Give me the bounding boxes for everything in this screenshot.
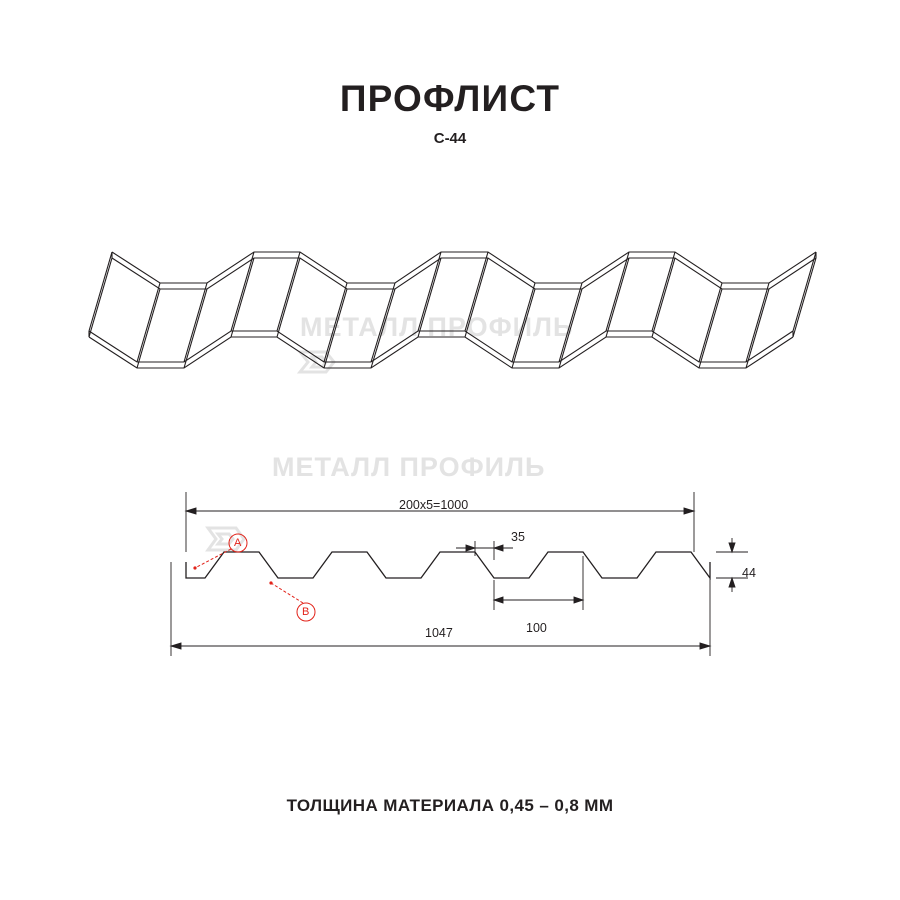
material-thickness-note: ТОЛЩИНА МАТЕРИАЛА 0,45 – 0,8 ММ	[286, 796, 614, 815]
dimension-label-pitch: 100	[526, 621, 547, 635]
cross-section-view	[186, 552, 710, 578]
callout-b-label: B	[302, 606, 310, 618]
dimension-label-total-width: 1047	[425, 626, 453, 640]
dimension-label-working-width: 200х5=1000	[399, 498, 469, 512]
dimension-label-crest: 35	[511, 530, 525, 544]
product-code: С-44	[433, 130, 467, 147]
page-title: ПРОФЛИСТ	[339, 78, 561, 119]
isometric-profile-view	[89, 252, 816, 368]
watermark-text-top: МЕТАЛЛ ПРОФИЛЬ	[300, 312, 574, 342]
dimension-lines	[171, 492, 748, 656]
watermark-text-bottom: МЕТАЛЛ ПРОФИЛЬ	[272, 452, 546, 482]
callout-a-label: A	[234, 537, 242, 549]
dimension-label-height: 44	[742, 566, 756, 580]
